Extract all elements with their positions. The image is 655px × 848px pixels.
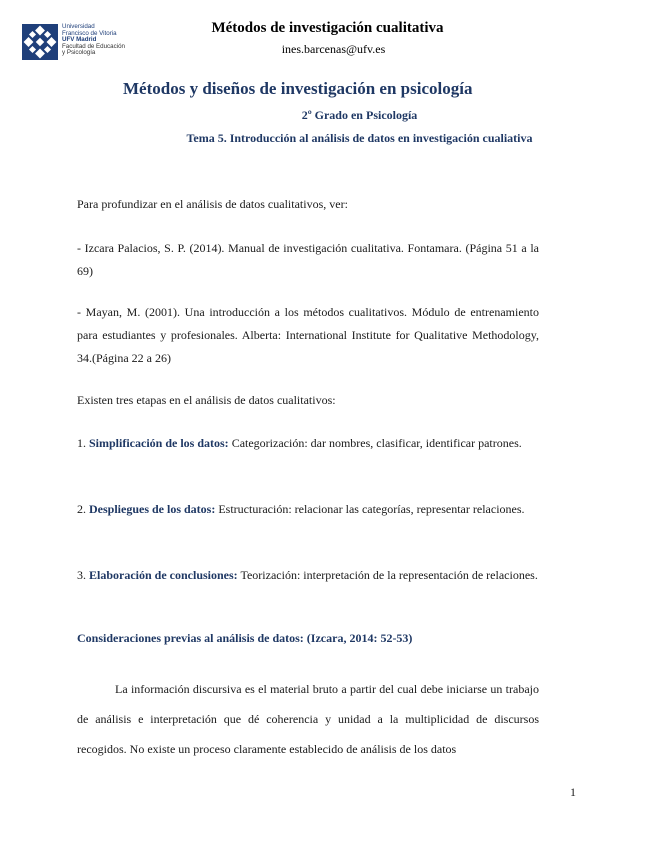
stage-label: Despliegues de los datos:: [89, 502, 216, 516]
logo-line-2: Francisco de Vitoria: [62, 29, 117, 37]
intro-paragraph: Para profundizar en el análisis de datos cualitativos, ver:: [77, 197, 348, 211]
stage-number: 3.: [77, 568, 86, 582]
logo-line-4: Facultad de Educación: [62, 42, 125, 50]
stage-label: Elaboración de conclusiones:: [89, 568, 238, 582]
stages-intro: Existen tres etapas en el análisis de datos cualitativos:: [77, 393, 336, 407]
stage-item-3: [77, 564, 539, 587]
logo-line-5: y Psicología: [62, 49, 96, 57]
section-heading: Consideraciones previas al análisis de datos: (Izcara, 2014: 52-53): [77, 631, 413, 645]
stage-text: Categorización: dar nombres, clasificar, identificar patrones.: [231, 436, 522, 450]
header-email: ines.barcenas@ufv.es: [281, 42, 386, 56]
stage-label: Simplificación de los datos:: [89, 436, 229, 450]
document-subtitle-topic: Tema 5. Introducción al análisis de datos en investigación cualiativa: [186, 131, 533, 145]
body-paragraph-text: La información discursiva es el material bruto a partir del cual debe iniciarse un trabajo de análisis e interpretación que dé coherencia y unidad a la multiplicidad de discursos recogidos. No existe un proceso claramente establecido de análisis de los datos: [77, 682, 539, 756]
stage-item-1: [77, 432, 539, 455]
stage-number: 2.: [77, 502, 86, 516]
logo-line-3: UFV Madrid: [62, 36, 97, 44]
document-subtitle-course: 2º Grado en Psicología: [301, 108, 418, 122]
document-title: Métodos y diseños de investigación en psicología: [123, 79, 473, 98]
stage-item-2: [77, 498, 539, 521]
reference-2: - Mayan, M. (2001). Una introducción a los métodos cualitativos. Módulo de entrenamiento para estudiantes y profesionales. Alberta: International Institute for Qualitative Methodology, 34.(Página 22 a 26): [77, 305, 539, 365]
header-title: Métodos de investigación cualitativa: [211, 20, 444, 36]
logo-line-1: Universidad: [62, 23, 95, 30]
reference-1: - Izcara Palacios, S. P. (2014). Manual de investigación cualitativa. Fontamara. (Página 51 a la 69): [77, 241, 539, 278]
page-number: 1: [570, 785, 576, 799]
stage-text: Estructuración: relacionar las categorías, representar relaciones.: [218, 502, 525, 516]
stage-text: Teorización: interpretación de la representación de relaciones.: [240, 568, 538, 582]
body-paragraph: [77, 674, 539, 764]
stage-number: 1.: [77, 436, 86, 450]
